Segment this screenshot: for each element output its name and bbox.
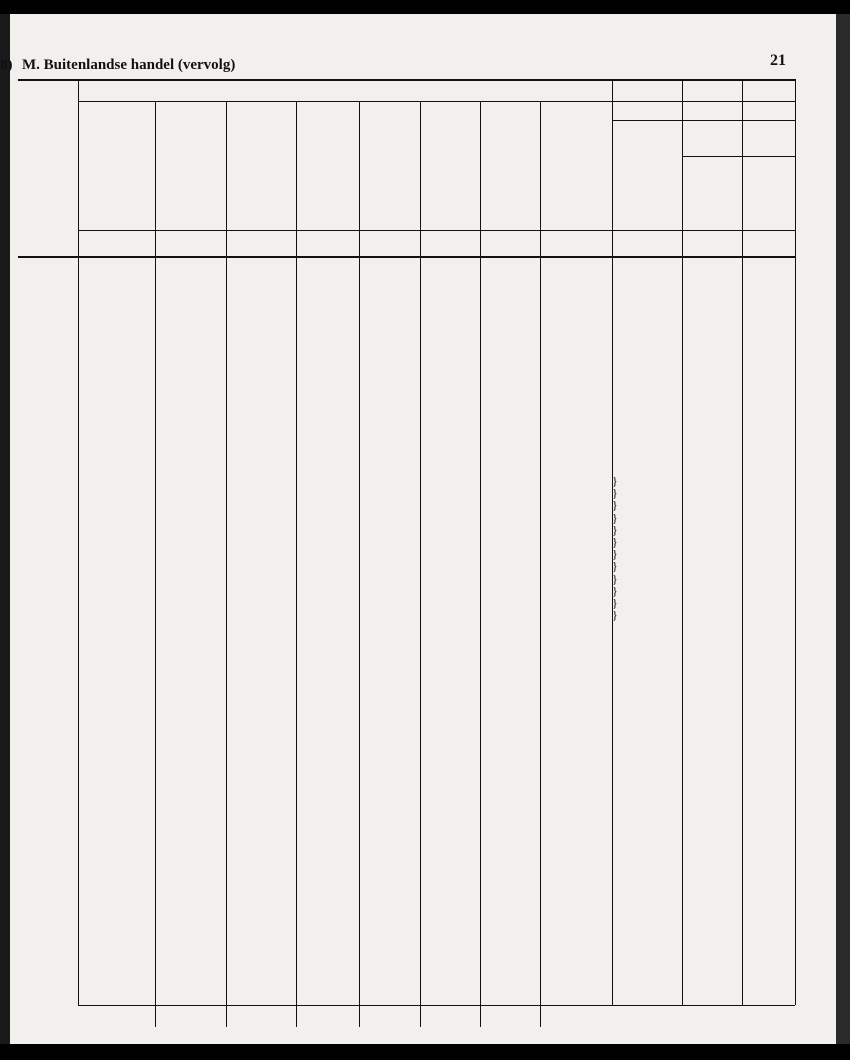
table-rule-h: [78, 101, 795, 102]
brace-bracket: } } } } } } } } } } } }: [612, 474, 618, 623]
page-title: M. Buitenlandse handel (vervolg): [22, 57, 236, 73]
page-number: 21: [770, 52, 786, 69]
table-rule-h: [78, 230, 795, 231]
page-gutter: [0, 14, 10, 1044]
table-rule-v: [420, 101, 421, 1027]
table-rule-h: [682, 156, 795, 157]
table-rule-v: [540, 101, 541, 1027]
page-edge: [836, 14, 850, 1044]
table-rule-h: [78, 1005, 795, 1006]
table-rule-v: [226, 101, 227, 1027]
table-rule-v: [155, 101, 156, 1027]
table-rule-stub: [78, 79, 79, 1005]
table-rule-v: [682, 79, 683, 1005]
table-rule-h: [18, 79, 795, 81]
table-rule-v: [296, 101, 297, 1027]
table-rule-h: [612, 120, 795, 121]
table-rule-v: [359, 101, 360, 1027]
table-rule-h: [18, 256, 795, 258]
table-rule-v: [795, 79, 796, 1005]
table-rule-v: [742, 79, 743, 1005]
title-prefix: 8): [0, 57, 13, 73]
table-rule-v: [480, 101, 481, 1027]
scanned-page: [10, 14, 836, 1044]
